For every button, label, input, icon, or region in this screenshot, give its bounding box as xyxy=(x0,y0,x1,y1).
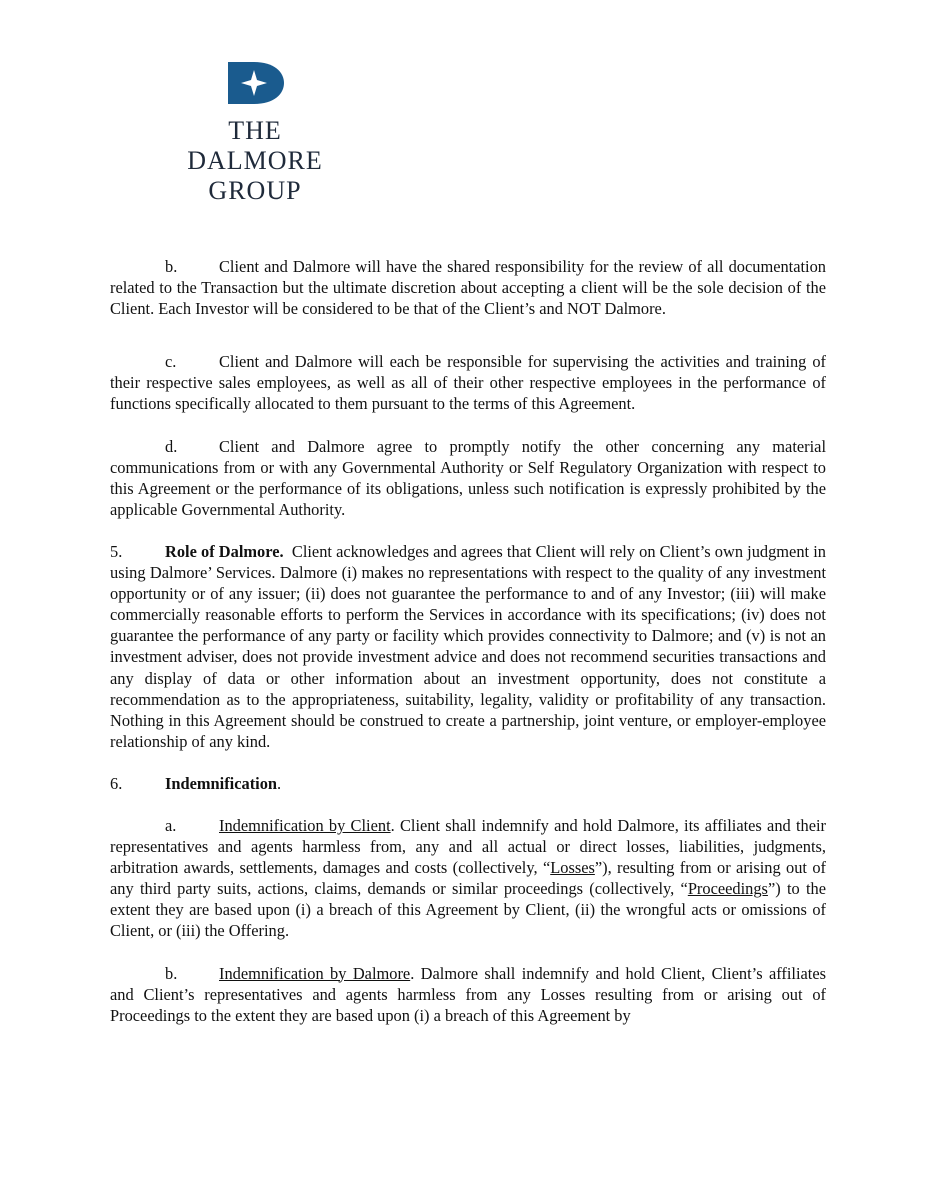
paragraph-c-text: Client and Dalmore will each be responsible for supervising the activities and training of their respective sales employees, as well as all of their other respective employees in the performance of functions specifically allocated to them pursuant to the terms of this Agreement. xyxy=(110,352,826,414)
section-6-number: 6. xyxy=(110,773,123,793)
paragraph-c xyxy=(110,351,826,414)
paragraph-b-text: Client and Dalmore will have the shared responsibility for the review of all documentation related to the Transaction but the ultimate discretion about accepting a client will be the sole decision of the Client. Each Investor will be considered to be that of the Client’s and NOT Dalmore. xyxy=(110,257,826,319)
paragraph-b-label: b. xyxy=(165,257,178,276)
paragraph-c-label: c. xyxy=(165,352,177,372)
section-6b-label: b. xyxy=(165,963,178,983)
logo-line-dalmore: DALMORE xyxy=(187,146,323,175)
section-5-number: 5. xyxy=(110,541,123,561)
section-6a-title: Indemnification by Client xyxy=(219,815,391,835)
section-6a: a. Indemnification by Client. Client shall indemnify and hold Dalmore, its affiliates and their representatives and agents harmless from, any and all actual or direct losses, liabilities, judgments, arbitration awards, settlements, damages and costs (collectively, “Losses”), resulting from or arising out of any third party suits, actions, claims, demands or similar proceedings (collectively, “Proceedings”) to the extent they are based upon (i) a breach of this Agreement by Client, (ii) the wrongful acts or omissions of Client, or (iii) the Offering. xyxy=(110,815,827,941)
section-5-text: Client acknowledges and agrees that Client will rely on Client’s own judgment in using Dalmore’ Services. Dalmore (i) makes no representations with respect to the quality of any investment opportunity or of any issuer; (ii) does not guarantee the performance to and of any Investor; (iii) will make commercially reasonable efforts to perform the Services in accordance with its specifications; (iv) does not guarantee the performance of any party or facility which provides connectivity to Dalmore; and (v) is not an investment adviser, does not provide investment advice and does not recommend securities transactions and any display of data or other information about an investment opportunity, does not constitute a recommendation as to the appropriateness, suitability, legality, validity or profitability of any transaction. Nothing in this Agreement should be construed to create a partnership, joint venture, or employer-employee relationship of any kind. xyxy=(110,541,826,751)
section-6b-text: . Dalmore shall indemnify and hold Client, Client’s affiliates and Client’s representatives and agents harmless from any Losses resulting from or arising out of Proceedings to the extent they are based upon (i) a breach of this Agreement by xyxy=(110,963,826,1025)
section-5-heading: Role of Dalmore. xyxy=(165,541,284,561)
section-6-heading: Indemnification xyxy=(165,773,278,793)
paragraph-d-text: Client and Dalmore agree to promptly notify the other concerning any material communications from or with any Governmental Authority or Self Regulatory Organization with respect to this Agreement or the performance of its obligations, unless such notification is expressly prohibited by the applicable Governmental Authority. xyxy=(110,436,826,519)
paragraph-d xyxy=(110,436,826,520)
dalmore-d-mark-icon xyxy=(226,60,286,106)
paragraph-d-label: d. xyxy=(165,436,178,456)
section-6a-label: a. xyxy=(165,815,177,835)
section-6b xyxy=(110,963,826,1026)
document-body xyxy=(110,256,826,1026)
section-6b-title: Indemnification by Dalmore xyxy=(219,963,411,983)
dalmore-logo xyxy=(160,58,350,208)
paragraph-b xyxy=(110,256,826,319)
section-5 xyxy=(110,541,826,752)
section-6: 6. Indemnification. xyxy=(110,773,282,793)
defined-term-losses: Losses xyxy=(550,858,595,878)
logo-line-group: GROUP xyxy=(208,176,302,205)
defined-term-proceedings: Proceedings xyxy=(687,879,768,899)
logo-line-the: THE xyxy=(228,116,282,145)
logo-wordmark xyxy=(160,116,350,206)
